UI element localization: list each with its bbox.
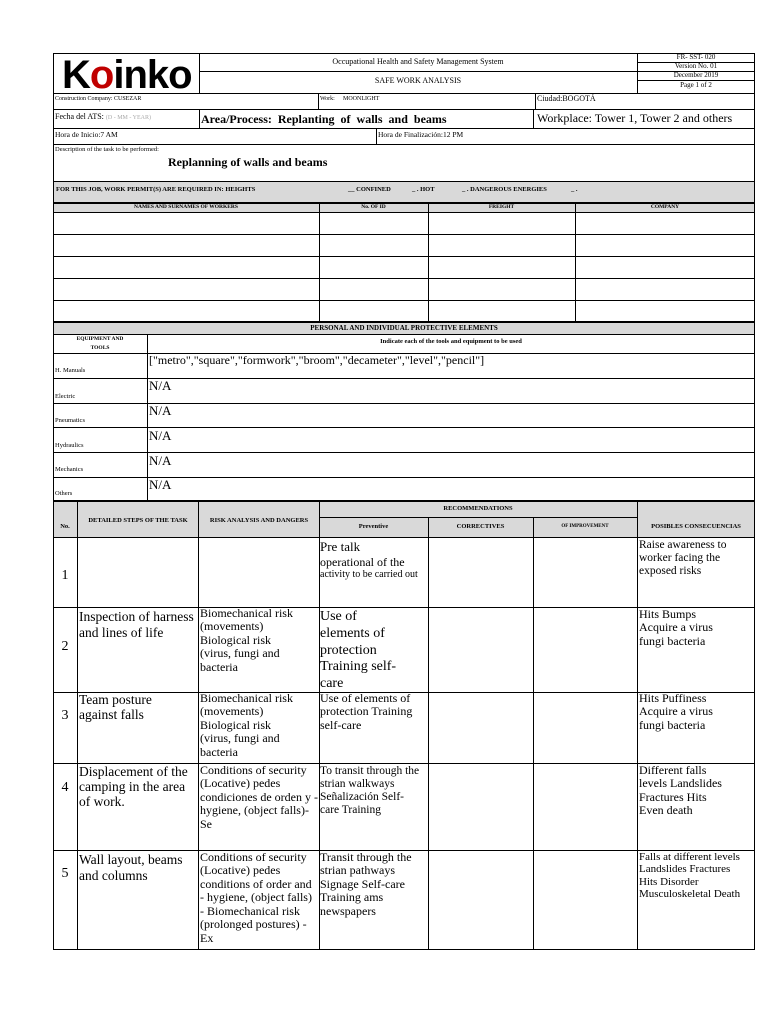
col-risk-analysis: RISK ANALYSIS AND DANGERS [209, 517, 309, 524]
step-preventive-3: activity to be carried out [320, 569, 418, 580]
ppe-section-title: PERSONAL AND INDIVIDUAL PROTECTIVE ELEMENTS [310, 324, 498, 332]
start-time: Hora de Inicio:7 AM [55, 130, 118, 139]
step-preventive: Use of elements of protection Training self-care [320, 609, 397, 692]
col-preventive: Preventive [358, 523, 389, 530]
tool-label-electric: Electric [55, 393, 76, 400]
work-label: Work: [320, 96, 335, 102]
permit-dangerous: _ . DANGEROUS ENERGIES [462, 186, 547, 193]
construction-company: Construction Company: CUSEZAR [55, 96, 142, 102]
step-consequences: Hits Bumps Acquire a virus fungi bacteria [639, 608, 713, 648]
system-title: Occupational Health and Safety Management System [332, 57, 504, 66]
col-correctives: CORRECTIVES [456, 523, 505, 530]
step-preventive: To transit through the strian walkways Señalización Self-care Training [320, 765, 420, 816]
permit-hot: _ . HOT [412, 186, 435, 193]
col-freight: FREIGHT [488, 204, 515, 210]
company-logo: Koinko [62, 53, 192, 97]
col-recommendations: RECOMMENDATIONS [443, 505, 513, 512]
tool-label-mechanics: Mechanics [55, 466, 84, 473]
step-description: Wall layout, beams and columns [79, 852, 183, 883]
ats-date-field[interactable]: Fecha del ATS: (D - MM - YEAR) [55, 112, 151, 121]
step-description: Team posture against falls [79, 693, 152, 722]
equipment-header: EQUIPMENT AND TOOLS [76, 336, 124, 351]
step-consequences: Falls at different levels Landslides Fractures Hits Disorder Musculoskeletal Death [639, 851, 741, 900]
city-field: Ciudad:BOGOTÁ [537, 94, 596, 103]
step-consequences: Raise awareness to worker facing the exposed risks [639, 539, 727, 577]
document-title: SAFE WORK ANALYSIS [374, 76, 462, 85]
col-company: COMPANY [650, 204, 680, 210]
step-preventive: Transit through the strian pathways Signage Self-care Training ams newspapers [320, 851, 412, 918]
tool-value-pneumatics: N/A [149, 403, 172, 418]
permits-label: FOR THIS JOB, WORK PERMIT(S) ARE REQUIRED IN: HEIGHTS [56, 186, 256, 193]
step-risk: Conditions of security (Locative) pedes conditions of order and - hygiene, (object falls) - Biomechanical risk (prolonged postures) - Ex [200, 851, 312, 945]
tool-value-others: N/A [149, 477, 172, 492]
col-id-number: No. OF ID [361, 204, 386, 210]
step-risk: Biomechanical risk (movements) Biological risk (virus, fungi and bacteria [200, 692, 293, 759]
tool-label-others: Others [55, 490, 73, 497]
tool-label-pneumatics: Pneumatics [55, 417, 85, 424]
col-consequences: POSIBLES CONSECUENCIAS [651, 523, 741, 530]
work-value: MOONLIGHT [343, 96, 380, 102]
tool-label-hydraulics: Hydraulics [55, 442, 84, 449]
step-consequences: Different falls levels Landslides Fractures Hits Even death [639, 764, 722, 818]
task-description-label: Description of the task to be performed: [55, 146, 159, 153]
step-number: 3 [61, 708, 69, 723]
step-number: 5 [61, 866, 69, 881]
document-date: December 2019 [673, 71, 719, 79]
permit-other: _ . [571, 186, 578, 193]
step-number: 4 [61, 780, 69, 795]
tool-label-manuals: H. Manuals [55, 367, 86, 374]
step-number: 1 [61, 568, 69, 583]
step-risk: Conditions of security (Locative) pedes condiciones de orden y - hygiene, (object falls)-Se [200, 764, 318, 831]
tool-value-hydraulics: N/A [149, 428, 172, 443]
area-process: Area/Process: Replanting of walls and beams [201, 112, 447, 126]
step-description: Inspection of harness and lines of life [79, 609, 194, 640]
step-risk: Biomechanical risk (movements) Biological risk (virus, fungi and bacteria [200, 607, 293, 674]
step-number: 2 [61, 639, 69, 654]
page-number: Page 1 of 2 [680, 81, 712, 89]
step-description: Displacement of the camping in the area of work. [79, 765, 188, 809]
tool-value-electric: N/A [149, 378, 172, 393]
step-preventive-1: Pre talk [320, 539, 361, 554]
workplace: Workplace: Tower 1, Tower 2 and others [537, 111, 733, 125]
col-detailed-steps: DETAILED STEPS OF THE TASK [88, 517, 188, 524]
step-preventive-2: operational of the [320, 555, 405, 569]
col-improvement: OF IMPROVEMENT [561, 524, 609, 529]
step-consequences: Hits Puffiness Acquire a virus fungi bacteria [639, 692, 713, 732]
tool-value-mechanics: N/A [149, 453, 172, 468]
col-number: No. [60, 523, 70, 530]
end-time: Hora de Finalización:12 PM [378, 130, 464, 139]
step-preventive: Use of elements of protection Training self-care [320, 692, 413, 732]
col-worker-names: NAMES AND SURNAMES OF WORKERS [134, 204, 238, 210]
permit-confined: __ CONFINED [348, 186, 391, 193]
tool-value-manuals: ["metro","square","formwork","broom","decameter","level","pencil"] [149, 353, 485, 367]
indicate-header: Indicate each of the tools and equipment to be used [380, 338, 522, 345]
document-version: Version No. 01 [674, 62, 718, 70]
task-description: Replanning of walls and beams [168, 155, 328, 169]
document-code: FR- SST- 020 [676, 53, 716, 61]
